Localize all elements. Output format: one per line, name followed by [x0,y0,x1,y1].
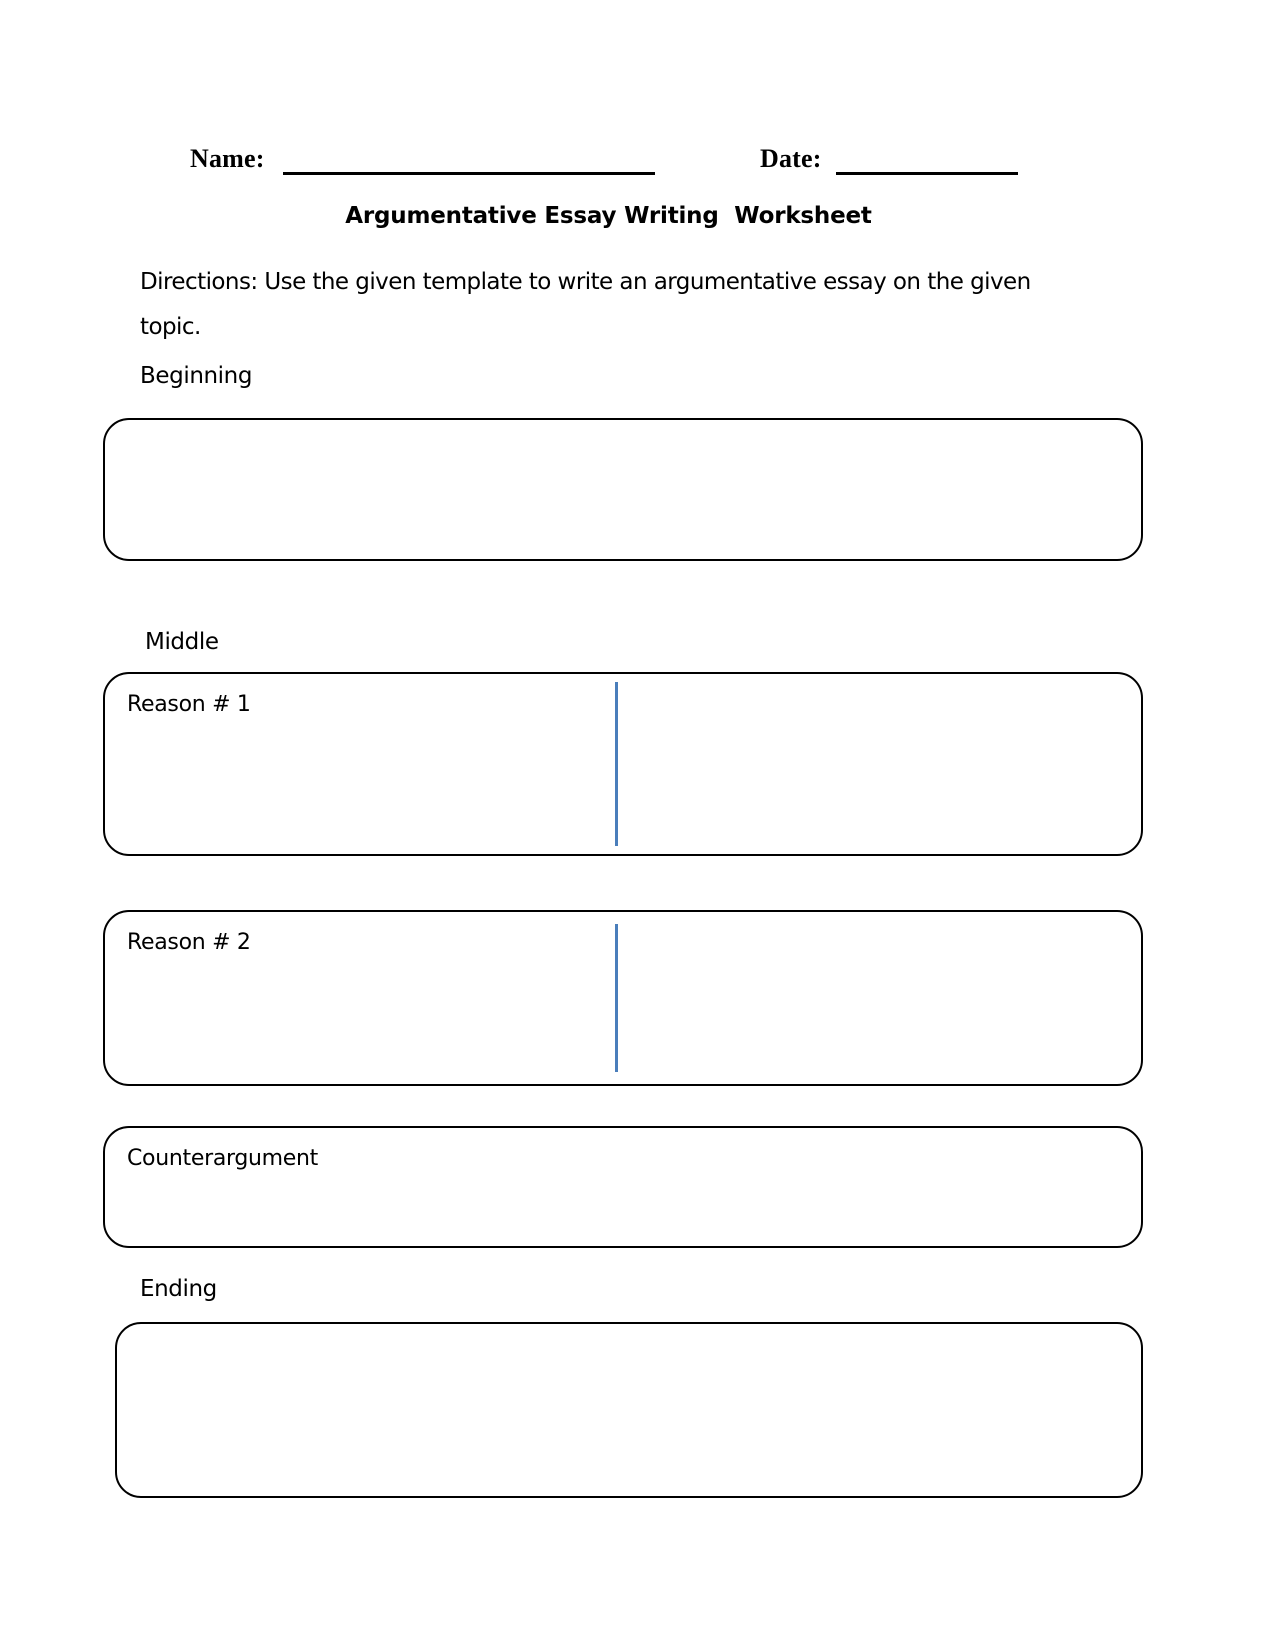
date-write-in-line[interactable] [836,172,1018,175]
response-box-reason-1[interactable] [103,672,1143,856]
name-label: Name: [190,144,265,173]
section-label-middle: Middle [145,629,219,655]
response-box-beginning[interactable] [103,418,1143,561]
vertical-divider-icon [615,924,618,1072]
date-label: Date: [760,144,822,173]
section-label-beginning: Beginning [140,363,253,389]
name-write-in-line[interactable] [283,172,655,175]
directions-text: Directions: Use the given template to write an argumentative essay on the given topic. [140,269,1031,340]
box-label-counterargument: Counterargument [127,1146,318,1171]
response-box-reason-2[interactable] [103,910,1143,1086]
box-label-reason-2: Reason # 2 [127,930,251,955]
response-box-counterargument[interactable] [103,1126,1143,1248]
response-box-ending[interactable] [115,1322,1143,1498]
box-label-reason-1: Reason # 1 [127,692,251,717]
page-title: Argumentative Essay Writing Worksheet [345,203,872,229]
name-date-header [0,144,1275,184]
section-label-ending: Ending [140,1276,217,1302]
vertical-divider-icon [615,682,618,846]
